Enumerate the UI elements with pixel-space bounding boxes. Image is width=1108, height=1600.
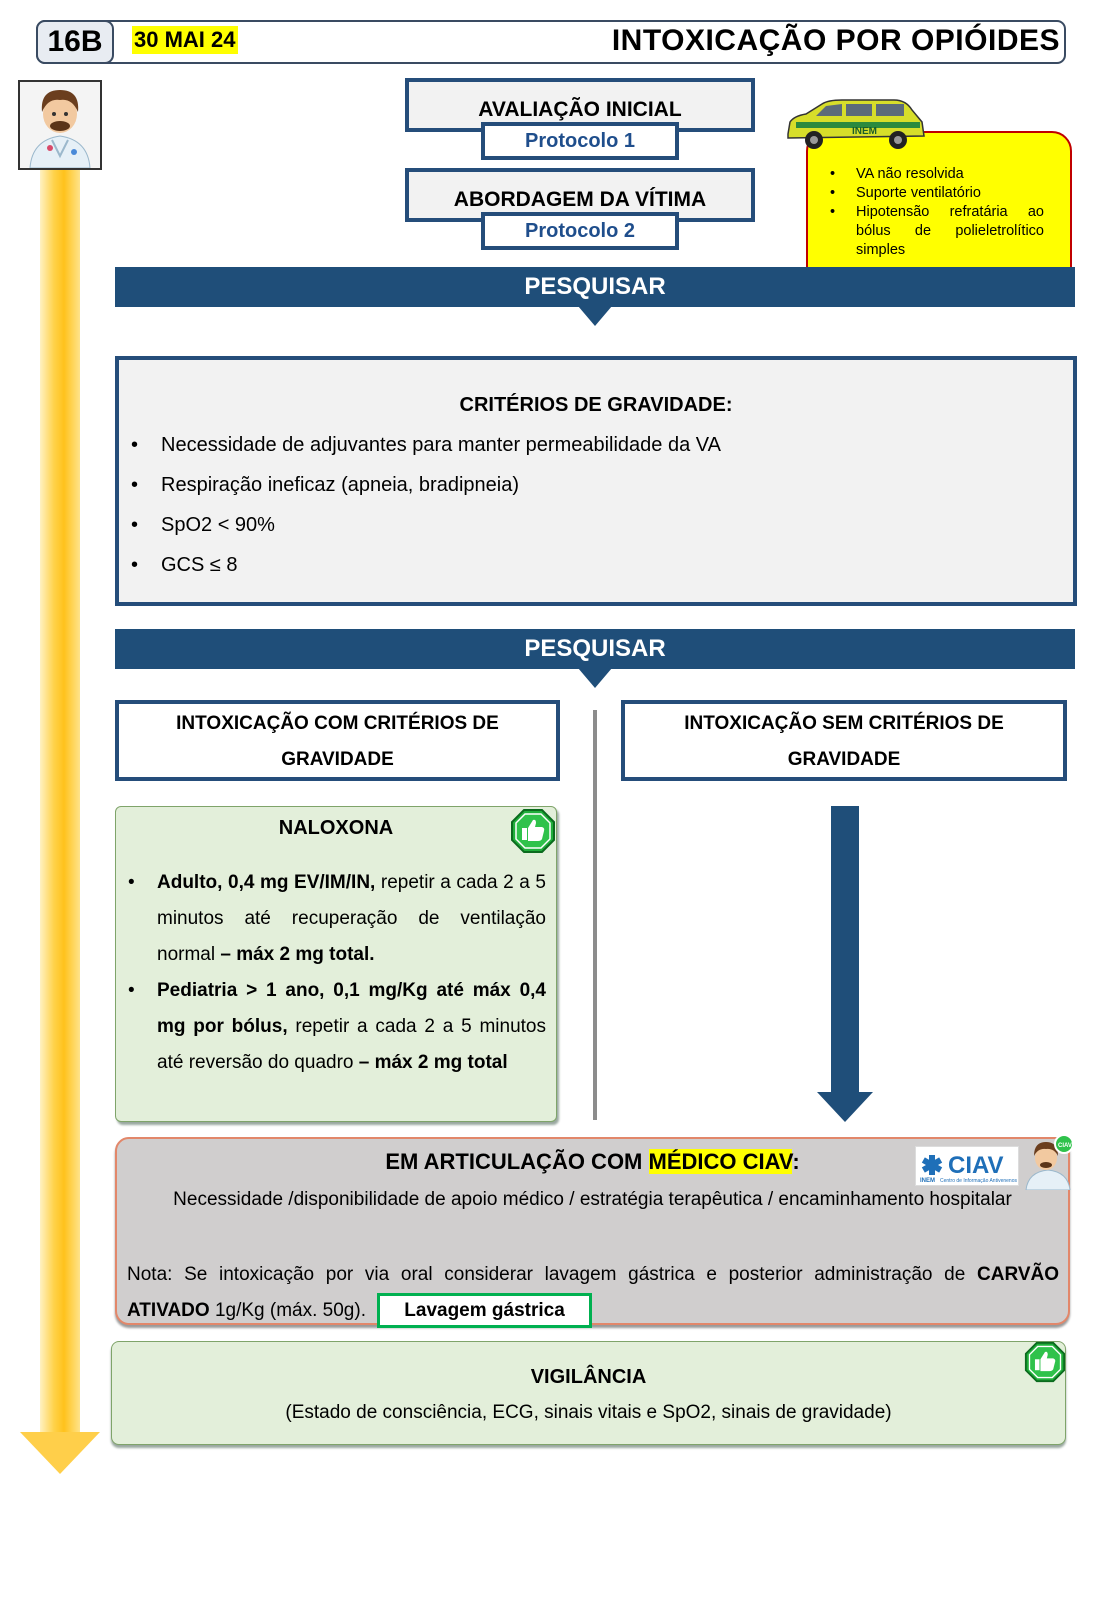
protocol-title: ABORDAGEM DA VÍTIMA: [453, 188, 707, 211]
naloxone-box: [115, 806, 557, 1122]
note-post: 1g/Kg (máx. 50g).: [209, 1300, 366, 1321]
articulation-title-post: :: [792, 1149, 800, 1174]
criteria-item: • Necessidade de adjuvantes para manter permeabilidade da VA: [131, 434, 721, 456]
criteria-item: • GCS ≤ 8: [131, 554, 238, 576]
banner-arrow-icon: [578, 668, 612, 688]
with-criteria-line2: GRAVIDADE: [281, 749, 394, 770]
page-title: INTOXICAÇÃO POR OPIÓIDES: [611, 24, 1060, 57]
with-criteria-line1: INTOXICAÇÃO COM CRITÉRIOS DE: [176, 713, 499, 734]
adult-text: repetir a cada 2 a 5 minutos até recuperação de ventilação normal: [157, 872, 547, 965]
timeline-bar: [40, 170, 80, 1435]
adult-dose: 0,4 mg EV/IM/IN,: [228, 872, 376, 893]
down-arrow-icon: [817, 1092, 873, 1122]
naloxone-pediatric: [128, 973, 546, 1081]
articulation-title-pre: EM ARTICULAÇÃO COM: [385, 1149, 649, 1174]
ambulance-criterion: • Hipotensão refratária ao bólus de polieletrolítico simples: [856, 203, 1044, 260]
naloxone-adult: [128, 865, 546, 973]
protocol-code: 16B: [36, 20, 114, 64]
banner-label: PESQUISAR: [524, 273, 666, 300]
ciav-doctor-icon: [1020, 1134, 1076, 1190]
naloxone-list: [128, 865, 546, 1081]
naloxone-title: NALOXONA: [278, 817, 394, 839]
criteria-item-text: GCS ≤ 8: [161, 554, 238, 576]
without-criteria-line1: INTOXICAÇÃO SEM CRITÉRIOS DE: [684, 713, 1004, 734]
articulation-subtitle: Necessidade /disponibilidade de apoio médico / estratégia terapêutica / encaminhamento hospitalar: [173, 1189, 1012, 1210]
ciav-logo-tag: Centro de Informação Antivenenos: [940, 1178, 1017, 1184]
ambulance-logo: INEM: [852, 126, 877, 137]
articulation-note: [127, 1257, 1059, 1329]
doctor-avatar-icon: [18, 80, 102, 170]
criteria-item-text: Respiração ineficaz (apneia, bradipneia): [161, 474, 519, 496]
note-pre: Nota: Se intoxicação por via oral considerar lavagem gástrica e posterior administração de: [127, 1264, 977, 1285]
without-criteria-line2: GRAVIDADE: [787, 749, 901, 770]
thumbs-up-icon: [510, 808, 556, 854]
ambulance-criterion: • VA não resolvida: [856, 165, 1044, 184]
ciav-logo: [915, 1146, 1019, 1186]
criteria-item: • SpO2 < 90%: [131, 514, 275, 536]
vigilance-title: VIGILÂNCIA: [530, 1366, 647, 1388]
pediatric-text: repetir a cada 2 a 5 minutos até reversão do quadro: [157, 1016, 546, 1073]
down-arrow-shaft: [831, 806, 859, 1096]
with-criteria-box: [115, 700, 560, 781]
search-banner-1: [115, 267, 1075, 307]
criteria-item: • Respiração ineficaz (apneia, bradipneia): [131, 474, 519, 496]
protocol-link-label: Protocolo 2: [524, 219, 635, 242]
ciav-doctor-badge: CIAV: [1058, 1143, 1072, 1149]
banner-arrow-icon: [578, 306, 612, 326]
criteria-item-text: SpO2 < 90%: [161, 514, 275, 536]
criteria-title: CRITÉRIOS DE GRAVIDADE:: [459, 394, 733, 416]
note-bold: CARVÃO ATIVADO: [127, 1264, 1059, 1321]
protocol-date: 30 MAI 24: [134, 27, 236, 52]
without-criteria-box: [621, 700, 1067, 781]
column-divider: [593, 710, 597, 1120]
thumbs-up-icon: [1024, 1341, 1066, 1383]
timeline-arrow-icon: [20, 1432, 100, 1474]
pediatric-label: Pediatria > 1 ano, 0,1 mg/Kg até máx 0,4 mg por bólus,: [157, 980, 546, 1037]
pediatric-max: – máx 2 mg total: [358, 1052, 508, 1073]
articulation-title-highlight: MÉDICO CIAV: [648, 1149, 793, 1174]
ambulance-criterion: • Suporte ventilatório: [856, 184, 1044, 203]
gastric-lavage-button[interactable]: Lavagem gástrica: [377, 1293, 592, 1328]
protocol-1-link[interactable]: [481, 122, 679, 160]
adult-max: – máx 2 mg total.: [220, 944, 375, 965]
ambulance-icon: [782, 98, 928, 154]
protocol-2-link[interactable]: [481, 212, 679, 250]
severity-criteria-box: [115, 356, 1077, 606]
banner-label: PESQUISAR: [524, 635, 666, 662]
protocol-title: AVALIAÇÃO INICIAL: [478, 98, 682, 121]
search-banner-2: [115, 629, 1075, 669]
criteria-item-text: Necessidade de adjuvantes para manter permeabilidade da VA: [161, 434, 721, 456]
adult-label: Adulto,: [157, 872, 223, 893]
ciav-logo-text: CIAV: [948, 1152, 1004, 1179]
ciav-logo-sub: INEM: [920, 1178, 935, 1184]
vigilance-box: [111, 1341, 1066, 1445]
protocol-link-label: Protocolo 1: [524, 129, 635, 152]
vigilance-subtitle: (Estado de consciência, ECG, sinais vitais e SpO2, sinais de gravidade): [285, 1402, 892, 1423]
